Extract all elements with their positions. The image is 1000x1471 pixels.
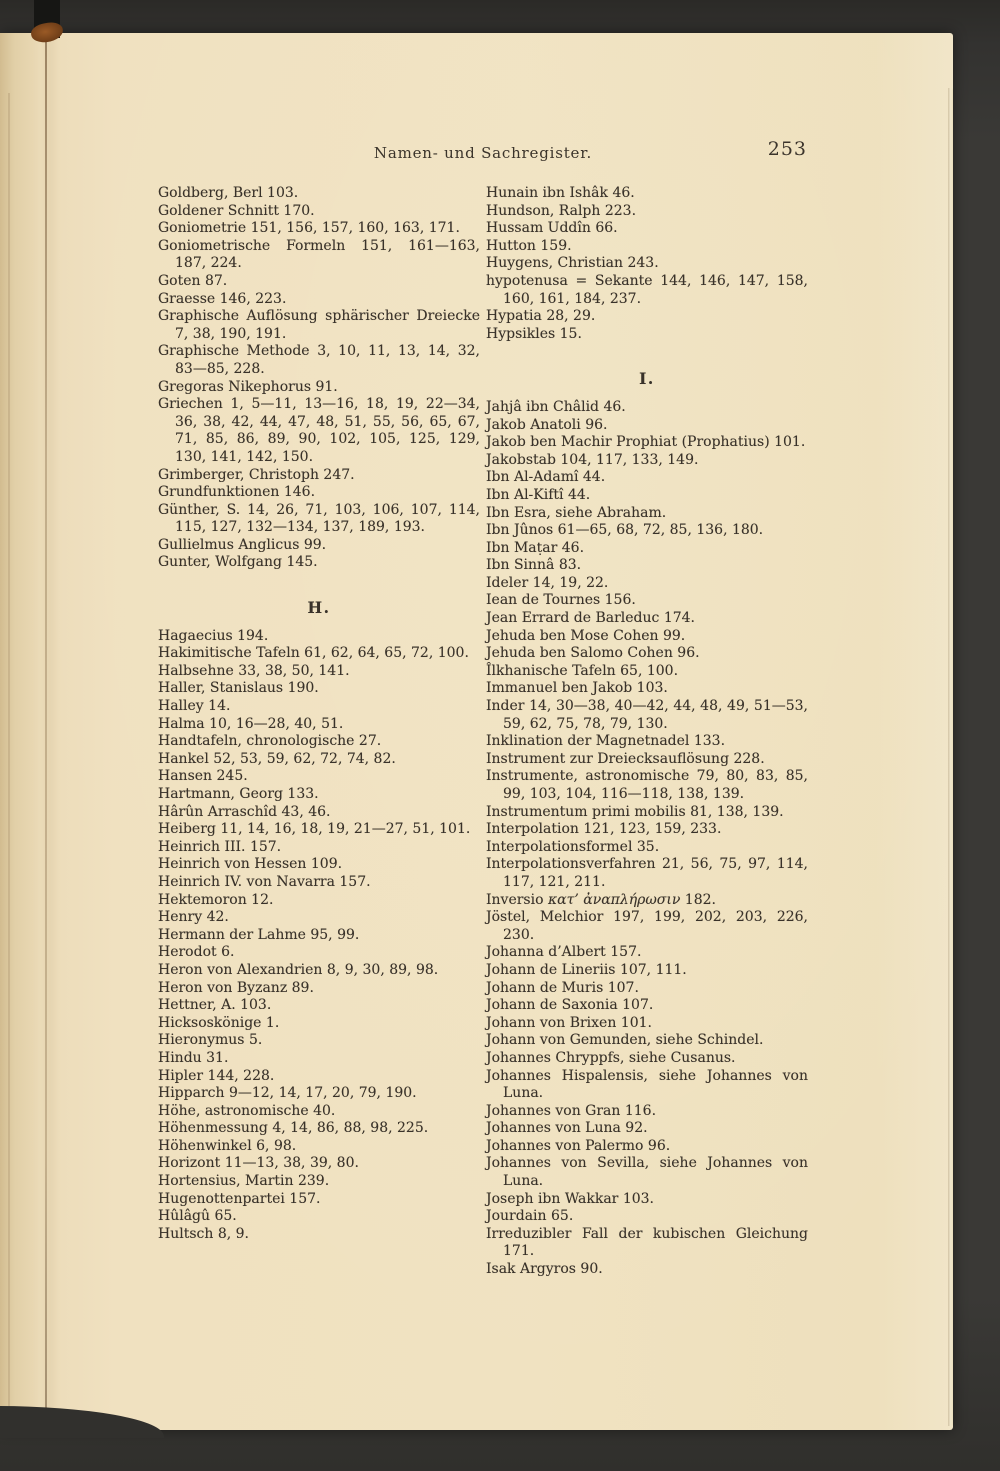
index-entry: hypotenusa = Sekante 144, 146, 147, 158, 160, 161, 184, 237. (486, 272, 808, 307)
index-entry: Jakob Anatoli 96. (486, 416, 608, 433)
index-entry: Horizont 11—13, 38, 39, 80. (158, 1155, 359, 1172)
index-entry: Ibn Al-Adamî 44. (486, 469, 606, 486)
index-entry: Hipparch 9—12, 14, 17, 20, 79, 190. (158, 1085, 417, 1102)
index-entry: Goniometrische Formeln 151, 161—163, 187, 224. (158, 237, 480, 272)
index-entry: Graphische Auflösung sphärischer Dreiecke 7, 38, 190, 191. (158, 308, 480, 342)
index-entry: Hârûn Arraschîd 43, 46. (158, 803, 331, 820)
index-column-left (158, 185, 480, 1243)
index-entry: Heinrich III. 157. (158, 838, 282, 855)
index-entry: Jehuda ben Mose Cohen 99. (486, 627, 686, 644)
index-entry: Heron von Alexandrien 8, 9, 30, 89, 98. (158, 961, 439, 978)
page-header (158, 138, 808, 167)
index-entry: Jahjâ ibn Châlid 46. (486, 398, 626, 415)
index-entry: Hugenottenpartei 157. (158, 1190, 321, 1207)
index-entry: Interpolation 121, 123, 159, 233. (486, 821, 722, 838)
page-content (0, 33, 953, 1430)
index-entry: Höhe, astronomische 40. (158, 1102, 336, 1119)
index-entry: Îlkhanische Tafeln 65, 100. (486, 662, 679, 679)
section-heading: H. (307, 598, 331, 618)
index-entry: Johanna d’Albert 157. (486, 944, 642, 961)
index-entry: Hultsch 8, 9. (158, 1225, 249, 1242)
index-entry: Hermann der Lahme 95, 99. (158, 926, 360, 943)
index-entry: Hicksoskönige 1. (158, 1014, 280, 1031)
index-entry: Halma 10, 16—28, 40, 51. (158, 715, 344, 732)
index-entry: Höhenmessung 4, 14, 86, 88, 98, 225. (158, 1120, 429, 1137)
index-entry: Johann de Muris 107. (486, 979, 639, 996)
index-entry: Hankel 52, 53, 59, 62, 72, 74, 82. (158, 750, 396, 767)
index-entry: Interpolationsverfahren 21, 56, 75, 97, 114, 117, 121, 211. (486, 856, 808, 890)
index-entry: Ibn Al-Kiftî 44. (486, 486, 591, 503)
index-entry: Immanuel ben Jakob 103. (486, 680, 668, 697)
index-entry: Heiberg 11, 14, 16, 18, 19, 21—27, 51, 101. (158, 821, 471, 838)
index-entry: Goniometrie 151, 156, 157, 160, 163, 171. (158, 220, 460, 237)
index-entry: Grundfunktionen 146. (158, 484, 316, 501)
index-entry: Johann de Saxonia 107. (486, 997, 654, 1014)
index-entry: Günther, S. 14, 26, 71, 103, 106, 107, 114, 115, 127, 132—134, 137, 189, 193. (158, 501, 480, 536)
index-entry: Heinrich IV. von Navarra 157. (158, 873, 371, 890)
index-entry: Hortensius, Martin 239. (158, 1173, 330, 1190)
index-entry: Hundson, Ralph 223. (486, 202, 637, 219)
index-entry: Goldener Schnitt 170. (158, 202, 315, 219)
index-entry: Halley 14. (158, 698, 231, 715)
index-entry: Jean Errard de Barleduc 174. (486, 610, 695, 627)
index-entry: Hieronymus 5. (158, 1032, 263, 1049)
index-entry: Hypsikles 15. (486, 325, 582, 342)
index-entry: Ibn Jûnos 61—65, 68, 72, 85, 136, 180. (486, 522, 764, 539)
index-entry: Johann von Gemunden, siehe Schindel. (486, 1032, 764, 1049)
index-entry: Jourdain 65. (486, 1208, 574, 1225)
index-entry: Isak Argyros 90. (486, 1261, 603, 1278)
index-entry: Joseph ibn Wakkar 103. (486, 1190, 654, 1207)
index-entry: Ibn Sinnâ 83. (486, 557, 582, 574)
index-entry: Hansen 245. (158, 768, 248, 785)
index-entry: Johannes von Palermo 96. (486, 1137, 671, 1154)
index-entry: Hettner, A. 103. (158, 997, 272, 1014)
index-entry: Inversio κατ’ ἀναπλήρωσιν 182. (486, 891, 716, 908)
index-entry: Hagaecius 194. (158, 627, 269, 644)
index-entry: Gullielmus Anglicus 99. (158, 536, 327, 553)
index-entry: Johann von Brixen 101. (486, 1014, 652, 1031)
index-entry: Haller, Stanislaus 190. (158, 680, 319, 697)
index-entry: Gregoras Nikephorus 91. (158, 378, 338, 395)
index-entry: Interpolationsformel 35. (486, 838, 660, 855)
index-entry: Höhenwinkel 6, 98. (158, 1137, 297, 1154)
index-entry: Johann de Lineriis 107, 111. (486, 961, 687, 978)
index-entry: Huygens, Christian 243. (486, 255, 659, 272)
index-entry: Ibn Maṭar 46. (486, 539, 585, 556)
index-entry: Hunain ibn Ishâk 46. (486, 185, 635, 201)
index-entry: Instrumente, astronomische 79, 80, 83, 85, 99, 103, 104, 116—118, 138, 139. (486, 768, 808, 802)
index-entry: Inklination der Magnetnadel 133. (486, 733, 726, 750)
index-entry: Inder 14, 30—38, 40—42, 44, 48, 49, 51—53, 59, 62, 75, 78, 79, 130. (486, 698, 808, 732)
index-entry: Hartmann, Georg 133. (158, 786, 319, 802)
index-entry: Griechen 1, 5—11, 13—16, 18, 19, 22—34, 36, 38, 42, 44, 47, 48, 51, 55, 56, 65, 67, 71, 85, 86, 89, 90, 102, 105, 125, 129, 130, 141, 142, 150. (158, 396, 480, 465)
index-entry: Iean de Tournes 156. (486, 592, 636, 609)
index-entry: Hypatia 28, 29. (486, 308, 596, 325)
index-entry: Goten 87. (158, 272, 228, 289)
index-entry: Hindu 31. (158, 1049, 229, 1066)
index-entry: Johannes von Gran 116. (486, 1102, 657, 1119)
index-entry: Jöstel, Melchior 197, 199, 202, 203, 226, 230. (486, 909, 808, 943)
index-entry: Grimberger, Christoph 247. (158, 466, 355, 483)
index-entry: Hûlâgû 65. (158, 1208, 237, 1225)
index-entry: Graphische Methode 3, 10, 11, 13, 14, 32, 83—85, 228. (158, 343, 480, 377)
section-heading: I. (639, 369, 655, 389)
index-entry: Jakobstab 104, 117, 133, 149. (486, 451, 699, 468)
index-entry: Heinrich von Hessen 109. (158, 856, 343, 873)
index-entry: Herodot 6. (158, 944, 235, 961)
index-entry: Hakimitische Tafeln 61, 62, 64, 65, 72, 100. (158, 645, 469, 662)
index-entry: Ibn Esra, siehe Abraham. (486, 504, 667, 521)
index-entry: Heron von Byzanz 89. (158, 979, 314, 996)
index-entry: Hektemoron 12. (158, 891, 274, 908)
index-entry: Henry 42. (158, 909, 229, 926)
index-entry: Irreduzibler Fall der kubischen Gleichung 171. (486, 1225, 808, 1260)
index-column-right (486, 185, 808, 1279)
index-entry: Handtafeln, chronologische 27. (158, 733, 382, 750)
index-entry: Jehuda ben Salomo Cohen 96. (486, 645, 700, 662)
index-entry: Johannes Hispalensis, siehe Johannes von Luna. (486, 1067, 808, 1102)
index-entry: Johannes von Sevilla, siehe Johannes von Luna. (486, 1155, 808, 1190)
index-entry: Instrument zur Dreiecksauflösung 228. (486, 750, 765, 767)
index-entry: Instrumentum primi mobilis 81, 138, 139. (486, 803, 784, 820)
running-title: Namen- und Sachregister. (373, 144, 593, 162)
index-entry: Hussam Uddîn 66. (486, 220, 618, 237)
index-entry: Hipler 144, 228. (158, 1067, 275, 1084)
book-page (0, 33, 953, 1430)
index-entry: Ideler 14, 19, 22. (486, 574, 609, 591)
index-entry: Goldberg, Berl 103. (158, 185, 299, 201)
index-entry: Jakob ben Machir Prophiat (Prophatius) 101. (486, 434, 806, 451)
index-entry: Halbsehne 33, 38, 50, 141. (158, 662, 350, 679)
index-entry: Graesse 146, 223. (158, 290, 287, 307)
index-entry: Hutton 159. (486, 237, 572, 254)
index-entry: Gunter, Wolfgang 145. (158, 554, 318, 571)
index-entry: Johannes Chryppfs, siehe Cusanus. (486, 1049, 736, 1066)
page-number: 253 (767, 138, 807, 160)
index-entry: Johannes von Luna 92. (486, 1120, 648, 1137)
